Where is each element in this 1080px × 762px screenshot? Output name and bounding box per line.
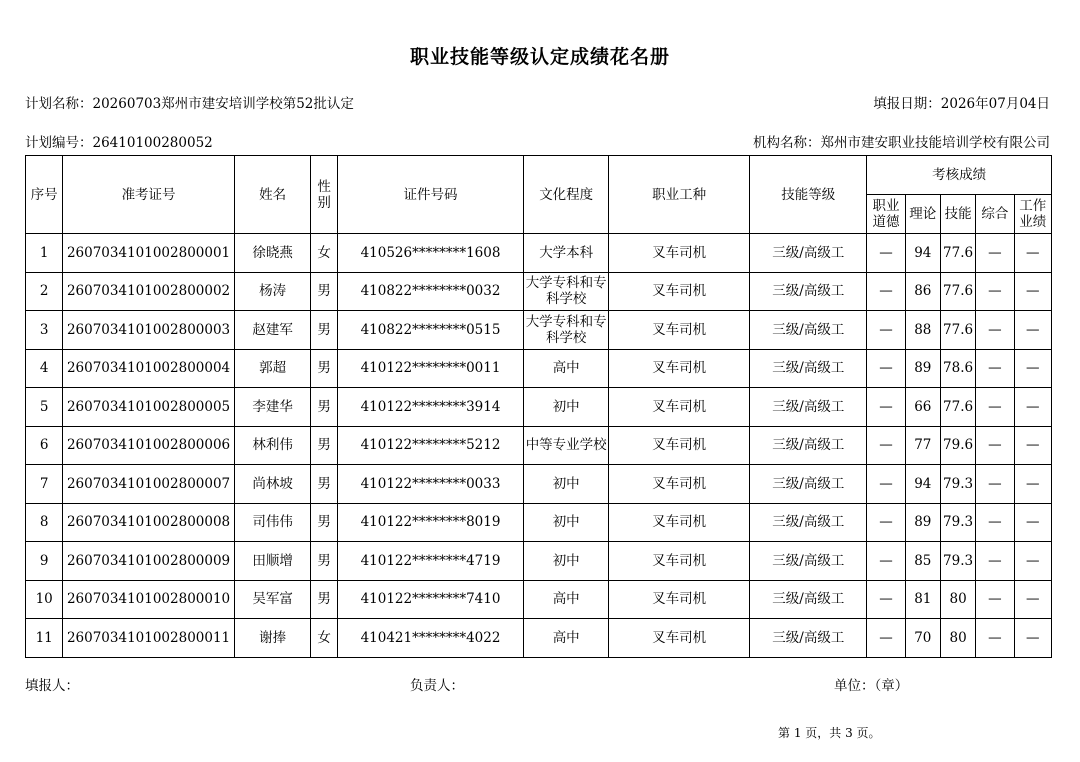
organization-name: 机构名称：郑州市建安职业技能培训学校有限公司 <box>753 135 1050 151</box>
cell-gender: 男 <box>311 580 337 619</box>
cell-seq: 5 <box>26 388 63 427</box>
cell-occupation: 叉车司机 <box>609 465 750 504</box>
cell-occupation: 叉车司机 <box>609 349 750 388</box>
cell-comprehensive: — <box>976 426 1014 465</box>
cell-ethics: — <box>867 426 905 465</box>
cell-ethics: — <box>867 311 905 350</box>
cell-ethics: — <box>867 465 905 504</box>
cell-skill-level: 三级/高级工 <box>750 465 867 504</box>
cell-seq: 4 <box>26 349 63 388</box>
cell-skill: 78.6 <box>940 349 975 388</box>
cell-comprehensive: — <box>976 388 1014 427</box>
cell-ethics: — <box>867 580 905 619</box>
cell-comprehensive: — <box>976 503 1014 542</box>
cell-education: 高中 <box>524 580 609 619</box>
cell-education: 初中 <box>524 388 609 427</box>
cell-exam-number: 2607034101002800002 <box>63 272 235 311</box>
cell-gender: 男 <box>311 503 337 542</box>
cell-id-number: 410122********3914 <box>337 388 524 427</box>
header-occupation: 职业工种 <box>609 156 750 234</box>
cell-skill: 77.6 <box>940 272 975 311</box>
cell-id-number: 410122********0033 <box>337 465 524 504</box>
fill-date: 填报日期：2026年07月04日 <box>873 96 1050 112</box>
cell-name: 徐晓燕 <box>234 234 311 273</box>
cell-skill-level: 三级/高级工 <box>750 349 867 388</box>
cell-skill-level: 三级/高级工 <box>750 542 867 581</box>
header-education: 文化程度 <box>524 156 609 234</box>
cell-comprehensive: — <box>976 349 1014 388</box>
cell-comprehensive: — <box>976 311 1014 350</box>
cell-work-performance: — <box>1014 272 1051 311</box>
cell-exam-number: 2607034101002800006 <box>63 426 235 465</box>
cell-occupation: 叉车司机 <box>609 388 750 427</box>
cell-gender: 男 <box>311 311 337 350</box>
cell-theory: 66 <box>905 388 940 427</box>
cell-work-performance: — <box>1014 426 1051 465</box>
header-skill: 技能 <box>940 195 975 234</box>
cell-id-number: 410122********4719 <box>337 542 524 581</box>
cell-education: 中等专业学校 <box>524 426 609 465</box>
header-gender: 性别 <box>311 156 337 234</box>
cell-exam-number: 2607034101002800005 <box>63 388 235 427</box>
responsible-label: 负责人： <box>410 678 464 694</box>
cell-occupation: 叉车司机 <box>609 272 750 311</box>
header-theory: 理论 <box>905 195 940 234</box>
header-comprehensive: 综合 <box>976 195 1014 234</box>
cell-seq: 9 <box>26 542 63 581</box>
cell-ethics: — <box>867 349 905 388</box>
cell-work-performance: — <box>1014 388 1051 427</box>
cell-skill: 79.3 <box>940 465 975 504</box>
cell-exam-number: 2607034101002800003 <box>63 311 235 350</box>
score-roster-table <box>25 155 1052 658</box>
cell-seq: 7 <box>26 465 63 504</box>
cell-seq: 2 <box>26 272 63 311</box>
cell-skill-level: 三级/高级工 <box>750 426 867 465</box>
cell-work-performance: — <box>1014 311 1051 350</box>
table-row <box>26 311 1052 350</box>
cell-work-performance: — <box>1014 234 1051 273</box>
cell-occupation: 叉车司机 <box>609 580 750 619</box>
cell-theory: 89 <box>905 503 940 542</box>
cell-comprehensive: — <box>976 542 1014 581</box>
table-row <box>26 503 1052 542</box>
cell-comprehensive: — <box>976 580 1014 619</box>
table-row <box>26 580 1052 619</box>
cell-seq: 8 <box>26 503 63 542</box>
cell-ethics: — <box>867 503 905 542</box>
cell-occupation: 叉车司机 <box>609 542 750 581</box>
cell-education: 高中 <box>524 619 609 658</box>
cell-exam-number: 2607034101002800007 <box>63 465 235 504</box>
table-row <box>26 619 1052 658</box>
cell-skill-level: 三级/高级工 <box>750 311 867 350</box>
cell-skill: 77.6 <box>940 388 975 427</box>
cell-name: 林利伟 <box>234 426 311 465</box>
cell-work-performance: — <box>1014 349 1051 388</box>
cell-skill-level: 三级/高级工 <box>750 503 867 542</box>
cell-occupation: 叉车司机 <box>609 503 750 542</box>
cell-exam-number: 2607034101002800010 <box>63 580 235 619</box>
cell-id-number: 410526********1608 <box>337 234 524 273</box>
cell-education: 初中 <box>524 542 609 581</box>
header-exam-number: 准考证号 <box>63 156 235 234</box>
cell-id-number: 410122********0011 <box>337 349 524 388</box>
cell-ethics: — <box>867 234 905 273</box>
cell-theory: 86 <box>905 272 940 311</box>
table-row <box>26 388 1052 427</box>
cell-exam-number: 2607034101002800004 <box>63 349 235 388</box>
cell-skill-level: 三级/高级工 <box>750 388 867 427</box>
cell-gender: 男 <box>311 542 337 581</box>
cell-exam-number: 2607034101002800008 <box>63 503 235 542</box>
cell-seq: 10 <box>26 580 63 619</box>
header-skill-level: 技能等级 <box>750 156 867 234</box>
cell-occupation: 叉车司机 <box>609 234 750 273</box>
cell-gender: 男 <box>311 465 337 504</box>
cell-education: 大学专科和专科学校 <box>524 311 609 350</box>
cell-work-performance: — <box>1014 619 1051 658</box>
unit-seal-label: 单位：（章） <box>834 678 909 694</box>
cell-skill: 77.6 <box>940 234 975 273</box>
cell-exam-number: 2607034101002800001 <box>63 234 235 273</box>
cell-work-performance: — <box>1014 465 1051 504</box>
cell-theory: 77 <box>905 426 940 465</box>
cell-skill-level: 三级/高级工 <box>750 580 867 619</box>
cell-skill: 80 <box>940 619 975 658</box>
cell-name: 谢捧 <box>234 619 311 658</box>
table-row <box>26 426 1052 465</box>
cell-ethics: — <box>867 272 905 311</box>
table-row <box>26 272 1052 311</box>
cell-name: 郭超 <box>234 349 311 388</box>
cell-theory: 81 <box>905 580 940 619</box>
cell-theory: 70 <box>905 619 940 658</box>
cell-theory: 88 <box>905 311 940 350</box>
cell-theory: 85 <box>905 542 940 581</box>
table-row <box>26 349 1052 388</box>
cell-seq: 6 <box>26 426 63 465</box>
cell-gender: 女 <box>311 619 337 658</box>
cell-gender: 女 <box>311 234 337 273</box>
cell-name: 田顺增 <box>234 542 311 581</box>
cell-id-number: 410822********0032 <box>337 272 524 311</box>
cell-name: 杨涛 <box>234 272 311 311</box>
plan-name: 计划名称：20260703郑州市建安培训学校第52批认定 <box>25 96 354 112</box>
cell-education: 大学专科和专科学校 <box>524 272 609 311</box>
cell-ethics: — <box>867 619 905 658</box>
header-ethics: 职业道德 <box>867 195 905 234</box>
cell-skill: 79.6 <box>940 426 975 465</box>
cell-education: 高中 <box>524 349 609 388</box>
cell-occupation: 叉车司机 <box>609 311 750 350</box>
header-id-number: 证件号码 <box>337 156 524 234</box>
cell-skill-level: 三级/高级工 <box>750 619 867 658</box>
cell-seq: 3 <box>26 311 63 350</box>
cell-exam-number: 2607034101002800009 <box>63 542 235 581</box>
cell-id-number: 410122********8019 <box>337 503 524 542</box>
header-name: 姓名 <box>234 156 311 234</box>
filler-label: 填报人： <box>25 678 79 694</box>
cell-comprehensive: — <box>976 465 1014 504</box>
cell-ethics: — <box>867 388 905 427</box>
cell-theory: 94 <box>905 234 940 273</box>
cell-name: 尚林坡 <box>234 465 311 504</box>
cell-name: 吴军富 <box>234 580 311 619</box>
page-indicator: 第 1 页，共 3 页。 <box>778 726 881 740</box>
cell-skill: 77.6 <box>940 311 975 350</box>
cell-gender: 男 <box>311 388 337 427</box>
cell-skill: 79.3 <box>940 542 975 581</box>
cell-skill-level: 三级/高级工 <box>750 272 867 311</box>
cell-comprehensive: — <box>976 619 1014 658</box>
plan-number: 计划编号：26410100280052 <box>25 135 213 151</box>
cell-skill: 80 <box>940 580 975 619</box>
cell-name: 赵建军 <box>234 311 311 350</box>
cell-work-performance: — <box>1014 542 1051 581</box>
cell-comprehensive: — <box>976 234 1014 273</box>
cell-gender: 男 <box>311 426 337 465</box>
cell-gender: 男 <box>311 349 337 388</box>
cell-work-performance: — <box>1014 503 1051 542</box>
table-header-row <box>26 156 1052 195</box>
cell-skill: 79.3 <box>940 503 975 542</box>
cell-occupation: 叉车司机 <box>609 619 750 658</box>
cell-ethics: — <box>867 542 905 581</box>
cell-exam-number: 2607034101002800011 <box>63 619 235 658</box>
cell-education: 大学本科 <box>524 234 609 273</box>
table-row <box>26 234 1052 273</box>
header-work-performance: 工作业绩 <box>1014 195 1051 234</box>
cell-id-number: 410122********7410 <box>337 580 524 619</box>
header-score-group: 考核成绩 <box>867 156 1052 195</box>
cell-id-number: 410421********4022 <box>337 619 524 658</box>
cell-id-number: 410122********5212 <box>337 426 524 465</box>
cell-education: 初中 <box>524 503 609 542</box>
cell-work-performance: — <box>1014 580 1051 619</box>
table-row <box>26 465 1052 504</box>
cell-name: 李建华 <box>234 388 311 427</box>
table-row <box>26 542 1052 581</box>
cell-occupation: 叉车司机 <box>609 426 750 465</box>
cell-theory: 94 <box>905 465 940 504</box>
cell-theory: 89 <box>905 349 940 388</box>
cell-education: 初中 <box>524 465 609 504</box>
cell-id-number: 410822********0515 <box>337 311 524 350</box>
cell-comprehensive: — <box>976 272 1014 311</box>
page-title: 职业技能等级认定成绩花名册 <box>409 46 670 68</box>
cell-seq: 1 <box>26 234 63 273</box>
cell-name: 司伟伟 <box>234 503 311 542</box>
cell-skill-level: 三级/高级工 <box>750 234 867 273</box>
cell-seq: 11 <box>26 619 63 658</box>
header-seq: 序号 <box>26 156 63 234</box>
cell-gender: 男 <box>311 272 337 311</box>
